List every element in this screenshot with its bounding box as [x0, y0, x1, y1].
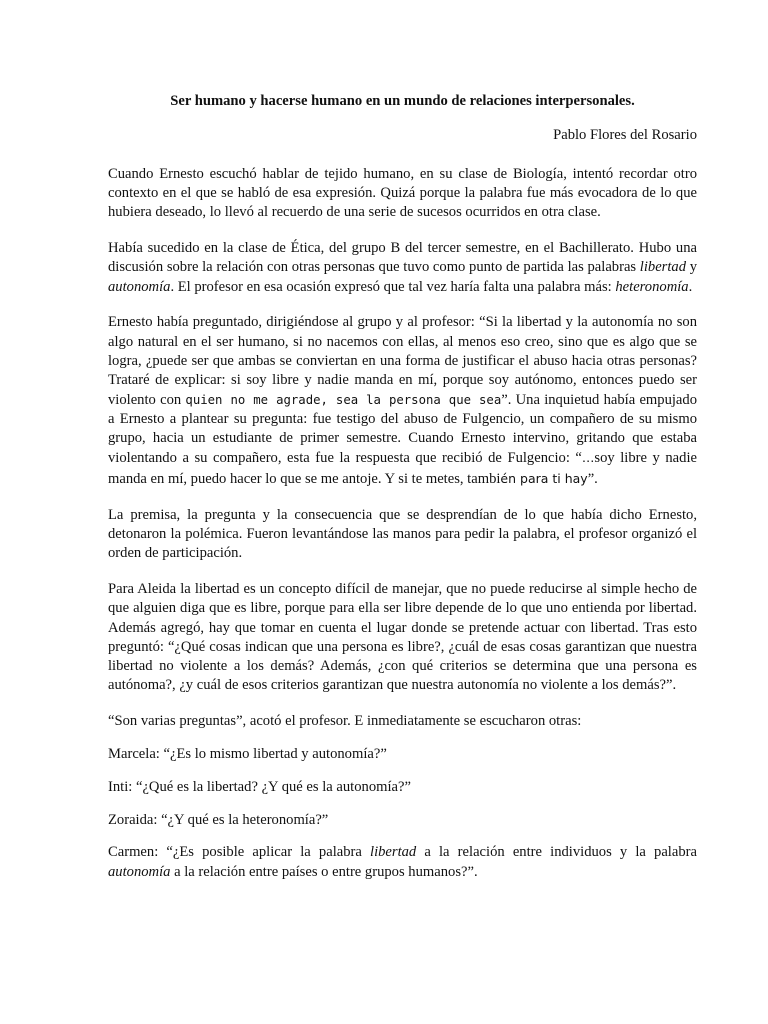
paragraph-10-text-c: a la relación entre individuos y la palabra — [416, 844, 697, 861]
paragraph-2-text-a: Había sucedido en la clase de Ética, del grupo B del tercer semestre, en el Bachillerato. Hubo una discusión sobre la relación con otras personas que tuvo como punto de partida las palabras — [108, 239, 697, 276]
paragraph-8: Inti: “¿Qué es la libertad? ¿Y qué es la autonomía?” — [108, 778, 411, 795]
paragraph-6: “Son varias preguntas”, acotó el profesor. E inmediatamente se escucharon otras: — [108, 713, 582, 730]
term-heteronomia: heteronomía — [615, 278, 689, 295]
paragraph-3-quote-mono: quien no me agrade, sea la persona que sea — [185, 392, 502, 407]
paragraph-9: Zoraida: “¿Y qué es la heteronomía?” — [108, 811, 329, 828]
paragraph-3-text-g: ”. — [587, 470, 598, 487]
paragraph-3 — [108, 313, 697, 489]
paragraph-5: Para Aleida la libertad es un concepto difícil de manejar, que no puede reducirse al simple hecho de que alguien diga que es libre, porque para ella ser libre depende de lo que uno entienda por libertad. Además agregó, hay que tomar en cuenta el lugar donde se pretende actuar con libertad. Tras esto preguntó: “¿Qué cosas indican que una persona es libre?, ¿cuál de esas cosas garantizan que nuestra libertad no violente a los demás? Además, ¿con qué criterios se determina que una persona es autónoma?, ¿y cuál de esos criterios garantizan que nuestra autonomía no violente a los demás?”. — [108, 580, 697, 694]
paragraph-1: Cuando Ernesto escuchó hablar de tejido humano, en su clase de Biología, intentó recordar otro contexto en el que se habló de esa expresión. Quizá porque la palabra fue más evocadora de lo que hubiera deseado, lo llevó al recuerdo de una serie de sucesos ocurridos en otra clase. — [108, 165, 697, 221]
document-page — [108, 92, 697, 899]
paragraph-7: Marcela: “¿Es lo mismo libertad y autonomía?” — [108, 746, 387, 763]
document-author: Pablo Flores del Rosario — [553, 127, 697, 144]
document-title: Ser humano y hacerse humano en un mundo de relaciones interpersonales. — [170, 93, 635, 109]
term-autonomia: autonomía — [108, 278, 171, 295]
term-libertad-2: libertad — [370, 844, 417, 861]
paragraph-10-text-e: a la relación entre países o entre grupos humanos?”. — [170, 863, 478, 880]
term-autonomia-2: autonomía — [108, 863, 171, 880]
paragraph-3-text-c: ”. Una inquietud había empujado a Ernesto a plantear su pregunta: fue testigo del abuso de Fulgencio, un compañero de su mismo grupo, hacia un estudiante de primer semestre. Cuando Ernesto intervino, gritando que estaba violentando a su compañero, esta fue la respuesta que recibió de Fulgencio: “ — [108, 391, 697, 467]
paragraph-4: La premisa, la pregunta y la consecuencia que se desprendían de lo que había dicho Ernesto, detonaron la polémica. Fueron levantándose las manos para pedir la palabra, el profesor organizó el orden de participación. — [108, 506, 697, 562]
paragraph-2-text-c: y — [686, 259, 697, 276]
paragraph-2-text-e: . El profesor en esa ocasión expresó que tal vez haría falta una palabra más: — [170, 278, 616, 295]
paragraph-10-text-a: Carmen: “¿Es posible aplicar la palabra — [108, 844, 371, 861]
paragraph-3-quote-sans: én para ti hay — [500, 470, 588, 486]
paragraph-3-text-a: Ernesto había preguntado, dirigiéndose al grupo y al profesor: “Si la libertad y la autonomía no son algo natural en el ser humano, si no nacemos con ellas, al menos eso creo, sino que es algo que se logra, ¿puede ser que ambas se conviertan en una forma de justificar el abuso hacia otras personas? Trataré de explicar: si soy libre y nadie manda en mí, porque soy autónomo, entonces puedo ser violento con — [108, 314, 697, 408]
paragraph-2-text-g: . — [688, 278, 693, 295]
paragraph-2 — [108, 239, 697, 297]
paragraph-10 — [108, 843, 697, 882]
paragraph-3-ellipsis: … — [581, 450, 595, 466]
paragraph-3-text-e: soy libre y nadie manda en mí, puedo hacer lo que se me antoje. Y si te metes, tambi — [108, 450, 697, 487]
term-libertad: libertad — [639, 259, 687, 276]
